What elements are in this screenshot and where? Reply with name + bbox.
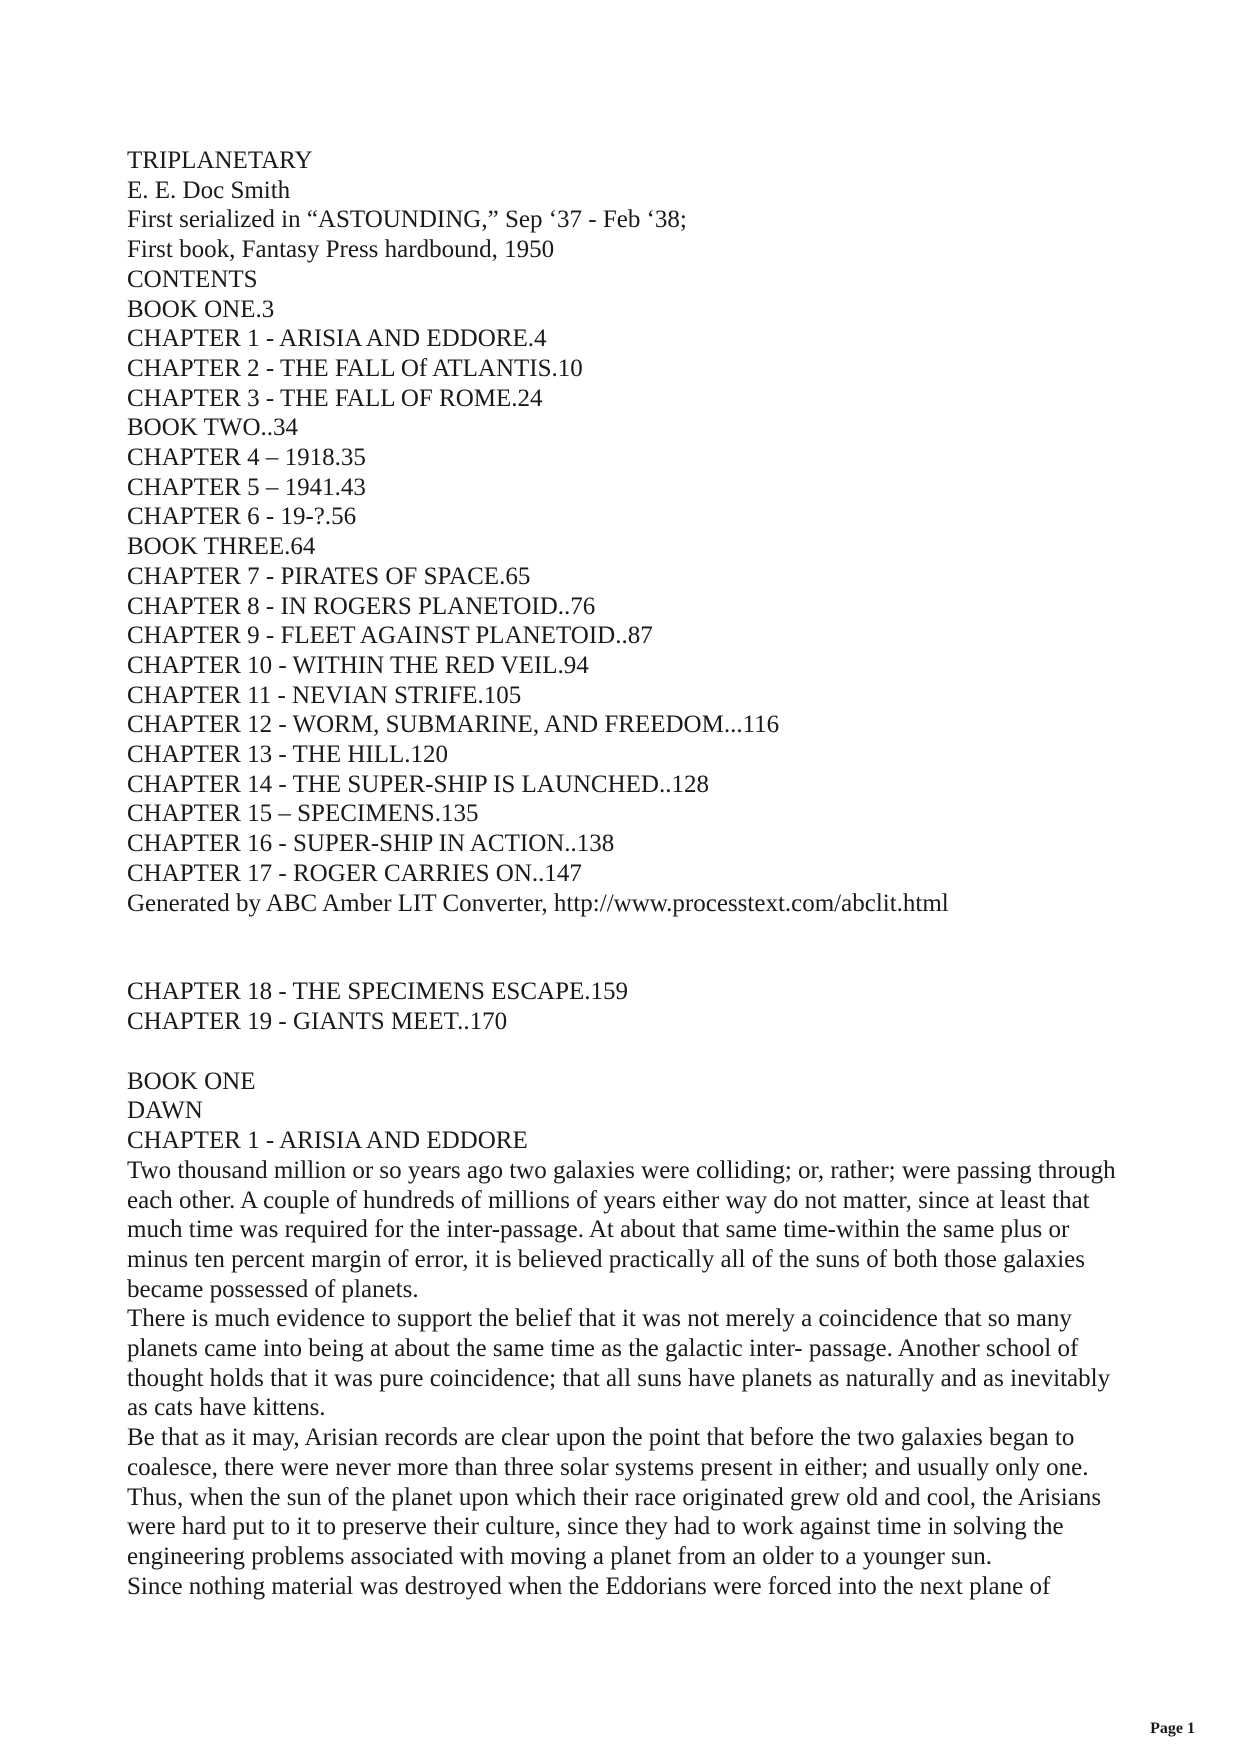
chapter-heading: CHAPTER 1 - ARISIA AND EDDORE	[127, 1127, 528, 1155]
toc-entry: CHAPTER 12 - WORM, SUBMARINE, AND FREEDOM...116	[127, 711, 780, 739]
generator-note: Generated by ABC Amber LIT Converter, http://www.processtext.com/abclit.html	[127, 889, 949, 917]
toc-entry: CHAPTER 10 - WITHIN THE RED VEIL.94	[127, 651, 589, 679]
toc-entry: CHAPTER 5 – 1941.43	[127, 473, 366, 501]
spacer	[127, 918, 1127, 977]
book-title: TRIPLANETARY	[127, 147, 313, 174]
toc-entry: CHAPTER 1 - ARISIA AND EDDORE.4	[127, 325, 547, 353]
toc-entry: BOOK THREE.64	[127, 533, 316, 561]
toc-entry: CHAPTER 18 - THE SPECIMENS ESCAPE.159	[127, 978, 628, 1006]
toc-entry: CHAPTER 3 - THE FALL OF ROME.24	[127, 384, 543, 412]
page-content	[127, 146, 1127, 1601]
body-paragraph: There is much evidence to support the belief that it was not merely a coincidence that so many planets came into being at about the same time as the galactic inter- passage. Another school of thought holds that it was pure coincidence; that all suns have planets as naturally and as inevitably as cats have kittens.	[127, 1305, 1111, 1422]
toc-entry: CHAPTER 16 - SUPER-SHIP IN ACTION..138	[127, 830, 615, 858]
body-paragraph: Be that as it may, Arisian records are clear upon the point that before the two galaxies began to coalesce, there were never more than three solar systems present in either; and usually only one. Thus, when the sun of the planet upon which their race originated grew old and cool, the Arisians were hard put to it to preserve their culture, since they had to work against time in solving the engineering problems associated with moving a planet from an older to a younger sun.	[127, 1424, 1102, 1570]
body-paragraph: Since nothing material was destroyed when the Eddorians were forced into the next plane of	[127, 1572, 1051, 1600]
toc-entry: BOOK TWO..34	[127, 414, 299, 442]
toc-entry: CHAPTER 8 - IN ROGERS PLANETOID..76	[127, 592, 596, 620]
chapter-body	[127, 1156, 1127, 1602]
book-heading: BOOK ONE	[127, 1067, 256, 1095]
toc-entry: CHAPTER 19 - GIANTS MEET..170	[127, 1007, 508, 1035]
author: E. E. Doc Smith	[127, 176, 291, 204]
page-number: Page 1	[1150, 1720, 1195, 1737]
first-book-note: First book, Fantasy Press hardbound, 1950	[127, 236, 555, 264]
toc-entry: BOOK ONE.3	[127, 295, 275, 323]
table-of-contents-continued	[127, 977, 1127, 1036]
toc-entry: CHAPTER 11 - NEVIAN STRIFE.105	[127, 681, 522, 709]
toc-entry: CHAPTER 17 - ROGER CARRIES ON..147	[127, 859, 582, 887]
toc-entry: CHAPTER 4 – 1918.35	[127, 444, 366, 472]
toc-entry: CHAPTER 2 - THE FALL Of ATLANTIS.10	[127, 354, 583, 382]
table-of-contents	[127, 295, 1127, 889]
toc-entry: CHAPTER 13 - THE HILL.120	[127, 741, 449, 769]
contents-heading: CONTENTS	[127, 265, 258, 293]
toc-entry: CHAPTER 9 - FLEET AGAINST PLANETOID..87	[127, 622, 653, 650]
toc-entry: CHAPTER 14 - THE SUPER-SHIP IS LAUNCHED..128	[127, 770, 709, 798]
toc-entry: CHAPTER 7 - PIRATES OF SPACE.65	[127, 562, 531, 590]
toc-entry: CHAPTER 6 - 19-?.56	[127, 503, 357, 531]
serialization-note: First serialized in “ASTOUNDING,” Sep ‘37 - Feb ‘38;	[127, 206, 687, 234]
toc-entry: CHAPTER 15 – SPECIMENS.135	[127, 800, 479, 828]
body-paragraph: Two thousand million or so years ago two galaxies were colliding; or, rather; were passing through each other. A couple of hundreds of millions of years either way do not matter, since at least that much time was required for the inter-passage. At about that same time-within the same plus or minus ten percent margin of error, it is believed practically all of the suns of both those galaxies became possessed of planets.	[127, 1156, 1116, 1303]
book-subtitle: DAWN	[127, 1097, 203, 1125]
spacer	[127, 1037, 1127, 1067]
